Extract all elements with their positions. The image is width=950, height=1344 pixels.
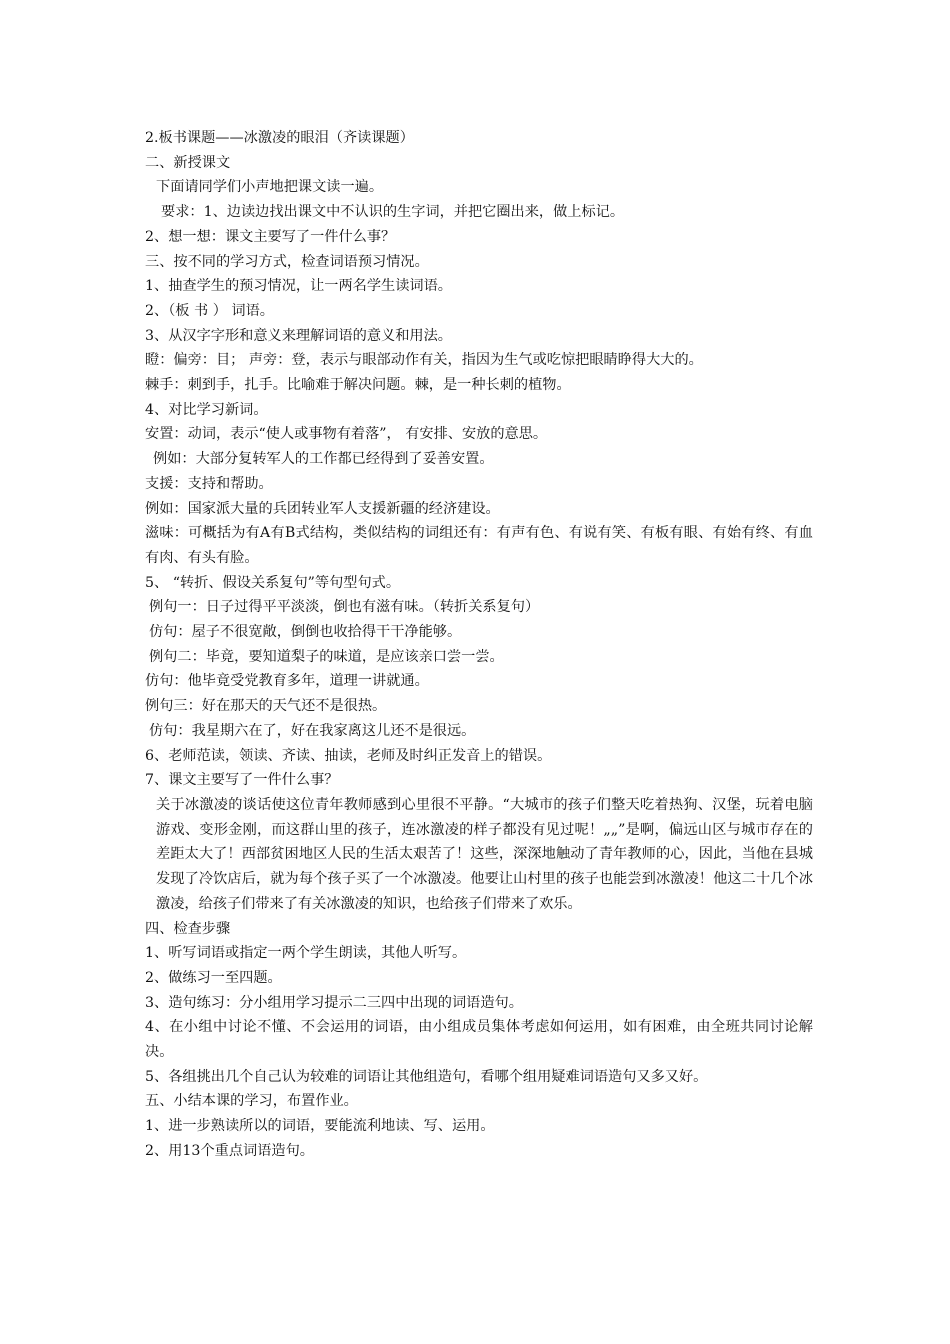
text-line: 例句二：毕竟，要知道梨子的味道，是应该亲口尝一尝。 [149,648,504,665]
text-line: 5、各组挑出几个自己认为较难的词语让其他组造句，看哪个组用疑难词语造句又多又好。 [145,1068,708,1085]
text-line: 5、 “转折、假设关系复句”等句型句式。 [145,574,401,591]
text-line: 要求：1、边读边找出课文中不认识的生字词，并把它圈出来，做上标记。 [161,204,625,221]
text-line: 瞪：偏旁：目； 声旁：登，表示与眼部动作有关，指因为生气或吃惊把眼睛睁得大大的。 [145,352,703,369]
text-line: 3、造句练习：分小组用学习提示二三四中出现的词语造句。 [145,994,523,1011]
text-line: 例如：国家派大量的兵团转业军人支援新疆的经济建设。 [145,500,500,517]
text-line: 安置：动词，表示“使人或事物有着落”， 有安排、安放的意思。 [145,426,548,443]
text-line: 棘手：刺到手，扎手。比喻难于解决问题。棘，是一种长刺的植物。 [145,377,571,394]
text-line: 仿句：我星期六在了，好在我家离这儿还不是很远。 [149,722,476,739]
text-line: 仿句：屋子不很宽敞，倒倒也收拾得干干净能够。 [149,624,462,641]
text-line: 例句三：好在那天的天气还不是很热。 [145,698,387,715]
text-line: 3、从汉字字形和意义来理解词语的意义和用法。 [145,327,452,344]
text-paragraph: 滋味：可概括为有A有B式结构，类似结构的词组还有：有声有色、有说有笑、有板有眼、有始有终、有血有肉、有头有脸。 [145,525,813,566]
text-line: 6、老师范读，领读、齐读、抽读，老师及时纠正发音上的错误。 [145,747,552,764]
text-line: 例如：大部分复转军人的工作都已经得到了妥善安置。 [153,451,494,468]
text-line: 2、（板 书 ） 词语。 [145,302,274,319]
text-line: 2、用13个重点词语造句。 [145,1142,314,1159]
section-heading: 五、小结本课的学习，布置作业。 [145,1093,358,1110]
text-line: 支援：支持和帮助。 [145,475,273,492]
text-line: 7、课文主要写了一件什么事？ [145,772,339,789]
document-page [145,126,813,1164]
text-line: 2.板书课题——冰激凌的眼泪（齐读课题） [145,130,414,146]
text-line: 4、对比学习新词。 [145,401,268,418]
text-line: 2、做练习一至四题。 [145,969,282,986]
text-line: 下面请同学们小声地把课文读一遍。 [156,179,384,196]
text-line: 2、想一想：课文主要写了一件什么事？ [145,228,396,245]
text-line: 例句一：日子过得平平淡淡，倒也有滋有味。（转折关系复句） [149,599,540,616]
text-paragraph: 关于冰激凌的谈话使这位青年教师感到心里很不平静。“大城市的孩子们整天吃着热狗、汉堡，玩着电脑游戏、变形金刚，而这群山里的孩子，连冰激凌的样子都没有见过呢！„„”是啊，偏远山区与城市存在的差距太大了！西部贫困地区人民的生活太艰苦了！这些，深深地触动了青年教师的心，因此，当他在县城发现了冷饮店后，就为每个孩子买了一个冰激凌。他要让山村里的孩子也能尝到冰激凌！他这二十几个冰激凌，给孩子们带来了有关冰激凌的知识，也给孩子们带来了欢乐。 [156,796,813,912]
text-line: 仿句：他毕竟受党教育多年，道理一讲就通。 [145,673,429,690]
text-line: 1、进一步熟读所以的词语，要能流利地读、写、运用。 [145,1118,495,1135]
text-line: 1、抽查学生的预习情况，让一两名学生读词语。 [145,278,452,295]
section-heading: 三、按不同的学习方式，检查词语预习情况。 [145,253,429,270]
text-paragraph: 4、在小组中讨论不懂、不会运用的词语，由小组成员集体考虑如何运用，如有困难，由全班共同讨论解决。 [145,1019,813,1061]
text-line: 1、听写词语或指定一两个学生朗读，其他人听写。 [145,945,467,962]
section-heading: 四、检查步骤 [145,920,231,937]
section-heading: 二、新授课文 [145,154,231,171]
